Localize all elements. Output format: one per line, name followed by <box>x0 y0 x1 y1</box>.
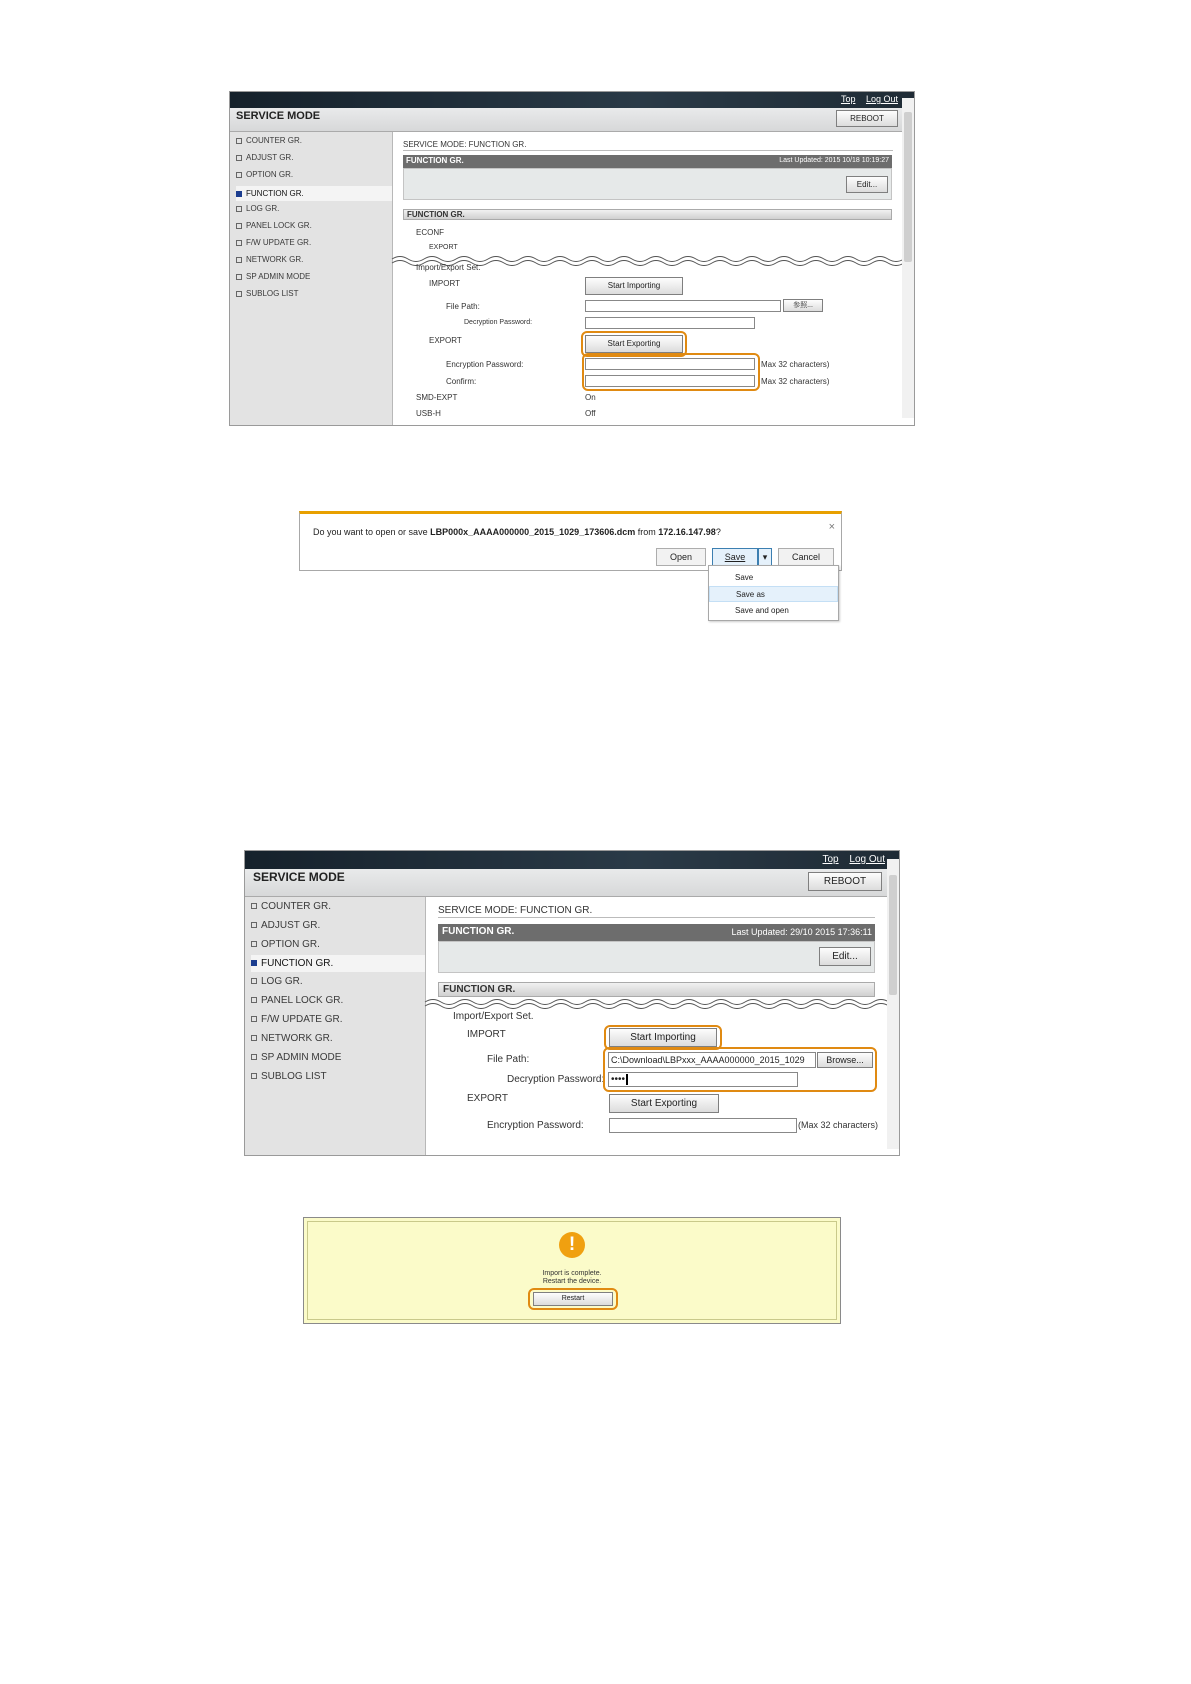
sidebar-item-network[interactable]: NETWORK GR. <box>236 255 392 264</box>
bullet-icon <box>251 1016 257 1022</box>
top-link[interactable]: Top <box>840 94 856 104</box>
reboot-button[interactable]: REBOOT <box>836 110 898 127</box>
sidebar-item-function[interactable]: FUNCTION GR. <box>251 955 425 972</box>
bullet-icon <box>236 172 242 178</box>
import-label: IMPORT <box>429 279 460 288</box>
breadcrumb: SERVICE MODE: FUNCTION GR. <box>438 905 593 916</box>
app-title: SERVICE MODE <box>253 870 345 884</box>
sidebar <box>230 132 393 425</box>
section-panel <box>403 168 892 200</box>
sidebar-item-option[interactable]: OPTION GR. <box>236 170 392 179</box>
start-importing-button[interactable]: Start Importing <box>609 1028 717 1047</box>
sidebar-item-sublog[interactable]: SUBLOG LIST <box>236 289 392 298</box>
sidebar-item-fw-update[interactable]: F/W UPDATE GR. <box>236 238 392 247</box>
top-strip <box>230 92 914 108</box>
start-exporting-button[interactable]: Start Exporting <box>585 335 683 353</box>
bullet-icon <box>236 291 242 297</box>
bullet-icon <box>251 1054 257 1060</box>
sidebar-item-function[interactable]: FUNCTION GR. <box>236 186 392 201</box>
usb-h-label: USB-H <box>416 409 441 418</box>
bullet-icon <box>251 997 257 1003</box>
edit-button[interactable]: Edit... <box>819 947 871 966</box>
cancel-button[interactable]: Cancel <box>778 548 834 566</box>
section-title: FUNCTION GR. <box>442 926 515 937</box>
scrollbar[interactable] <box>887 859 899 1149</box>
start-importing-button[interactable]: Start Importing <box>585 277 683 295</box>
breadcrumb-divider <box>438 917 875 918</box>
sidebar-item-panel-lock[interactable]: PANEL LOCK GR. <box>236 221 392 230</box>
export-label: EXPORT <box>467 1093 508 1104</box>
section-panel <box>438 941 875 973</box>
sidebar-item-counter[interactable]: COUNTER GR. <box>251 901 425 912</box>
screenshot-service-mode-export <box>229 91 915 426</box>
start-exporting-button[interactable]: Start Exporting <box>609 1094 719 1113</box>
decryption-password-input[interactable] <box>608 1072 798 1087</box>
sidebar-item-sp-admin[interactable]: SP ADMIN MODE <box>236 272 392 281</box>
logout-link[interactable]: Log Out <box>849 854 885 865</box>
file-path-input[interactable] <box>585 300 781 312</box>
max-chars-note-1: Max 32 characters) <box>761 360 830 369</box>
section-title-bar <box>403 155 892 168</box>
browse-button[interactable]: Browse... <box>817 1052 873 1068</box>
close-icon[interactable]: × <box>828 521 835 533</box>
notice-line-2: Restart the device. <box>542 1278 602 1285</box>
scrollbar-thumb[interactable] <box>904 112 912 262</box>
max-chars-note-2: Max 32 characters) <box>761 377 830 386</box>
section-title-bar <box>438 924 875 941</box>
bullet-icon <box>251 960 257 966</box>
confirm-label: Confirm: <box>446 377 477 386</box>
warning-icon: ! <box>559 1232 585 1258</box>
sidebar-item-network[interactable]: NETWORK GR. <box>251 1033 425 1044</box>
group-title: FUNCTION GR. <box>407 210 465 219</box>
open-button[interactable]: Open <box>656 548 706 566</box>
file-path-input[interactable] <box>608 1052 816 1068</box>
export-label-top: EXPORT <box>429 244 458 251</box>
bullet-icon <box>236 138 242 144</box>
encryption-password-input[interactable] <box>609 1118 797 1133</box>
import-export-set-label: Import/Export Set. <box>416 263 481 272</box>
usb-h-value: Off <box>585 409 596 418</box>
header-bar <box>230 108 914 132</box>
bullet-icon <box>251 1035 257 1041</box>
last-updated: Last Updated: 29/10 2015 17:36:11 <box>731 927 872 937</box>
save-dropdown-menu <box>708 565 839 621</box>
smd-expt-label: SMD-EXPT <box>416 393 458 402</box>
sidebar-item-fw-update[interactable]: F/W UPDATE GR. <box>251 1014 425 1025</box>
econf-label: ECONF <box>416 228 444 237</box>
bullet-icon <box>236 206 242 212</box>
restart-button[interactable]: Restart <box>533 1292 613 1306</box>
group-title: FUNCTION GR. <box>443 984 516 995</box>
bullet-icon <box>251 978 257 984</box>
group-title-bar <box>403 209 892 220</box>
import-label: IMPORT <box>467 1029 506 1040</box>
encryption-password-input[interactable] <box>585 358 755 370</box>
bullet-icon <box>236 240 242 246</box>
header-bar <box>245 869 899 897</box>
bullet-icon <box>236 257 242 263</box>
decryption-password-value: •••• <box>611 1074 628 1085</box>
sidebar-item-sp-admin[interactable]: SP ADMIN MODE <box>251 1052 425 1063</box>
breadcrumb: SERVICE MODE: FUNCTION GR. <box>403 140 527 149</box>
encryption-password-label: Encryption Password: <box>446 360 524 369</box>
bullet-icon <box>251 903 257 909</box>
scrollbar-thumb[interactable] <box>889 875 897 995</box>
breadcrumb-divider <box>403 150 893 151</box>
file-path-label: File Path: <box>446 302 480 311</box>
sidebar-item-log[interactable]: LOG GR. <box>251 976 425 987</box>
sidebar-item-panel-lock[interactable]: PANEL LOCK GR. <box>251 995 425 1006</box>
bullet-icon <box>251 941 257 947</box>
file-path-value: C:\Download\LBPxxx_AAAA000000_2015_1029 <box>611 1055 805 1065</box>
top-strip <box>245 851 899 869</box>
last-updated: Last Updated: 2015 10/18 10:19:27 <box>779 157 889 164</box>
max-chars-note: (Max 32 characters) <box>798 1120 879 1130</box>
section-title: FUNCTION GR. <box>406 156 464 165</box>
import-export-set-label: Import/Export Set. <box>453 1011 534 1022</box>
menu-item-save[interactable]: Save <box>735 573 754 582</box>
dialog-prompt: Do you want to open or save LBP000x_AAAA000000_2015_1029_173606.dcm from 172.16.147.98? <box>313 527 721 537</box>
group-title-bar <box>438 982 875 997</box>
sidebar-item-sublog[interactable]: SUBLOG LIST <box>251 1071 425 1082</box>
sidebar <box>245 897 426 1155</box>
bullet-icon <box>251 922 257 928</box>
browse-button[interactable]: 参照... <box>783 299 823 312</box>
bullet-icon <box>236 191 242 197</box>
edit-button[interactable]: Edit... <box>846 176 888 193</box>
bullet-icon <box>236 155 242 161</box>
sidebar-item-adjust[interactable]: ADJUST GR. <box>236 153 392 162</box>
sidebar-item-option[interactable]: OPTION GR. <box>251 939 425 950</box>
decryption-password-input[interactable] <box>585 317 755 329</box>
decryption-password-label: Decryption Password: <box>464 319 533 326</box>
save-dropdown-button[interactable]: ▾ <box>758 548 772 566</box>
confirm-input[interactable] <box>585 375 755 387</box>
smd-expt-value: On <box>585 393 596 402</box>
top-link[interactable]: Top <box>822 854 839 865</box>
encryption-password-label: Encryption Password: <box>487 1120 584 1131</box>
file-path-label: File Path: <box>487 1054 530 1065</box>
app-title: SERVICE MODE <box>236 110 321 122</box>
dialog-host: 172.16.147.98 <box>658 527 716 537</box>
reboot-button[interactable]: REBOOT <box>808 872 882 891</box>
sidebar-item-log[interactable]: LOG GR. <box>236 204 392 213</box>
menu-item-save-as[interactable]: Save as <box>709 586 838 602</box>
sidebar-item-counter[interactable]: COUNTER GR. <box>236 136 392 145</box>
notice-line-1: Import is complete. <box>542 1270 602 1277</box>
bullet-icon <box>236 223 242 229</box>
logout-link[interactable]: Log Out <box>865 94 898 104</box>
bullet-icon <box>236 274 242 280</box>
bullet-icon <box>251 1073 257 1079</box>
menu-item-save-and-open[interactable]: Save and open <box>735 606 789 615</box>
import-complete-notice <box>303 1217 841 1324</box>
export-label: EXPORT <box>429 336 462 345</box>
sidebar-item-adjust[interactable]: ADJUST GR. <box>251 920 425 931</box>
decryption-password-label: Decryption Password: <box>507 1074 605 1085</box>
scrollbar[interactable] <box>902 98 914 418</box>
screenshot-service-mode-import <box>244 850 900 1156</box>
dialog-filename: LBP000x_AAAA000000_2015_1029_173606.dcm <box>430 527 636 537</box>
save-button[interactable]: Save <box>712 548 758 566</box>
download-dialog <box>299 511 842 571</box>
